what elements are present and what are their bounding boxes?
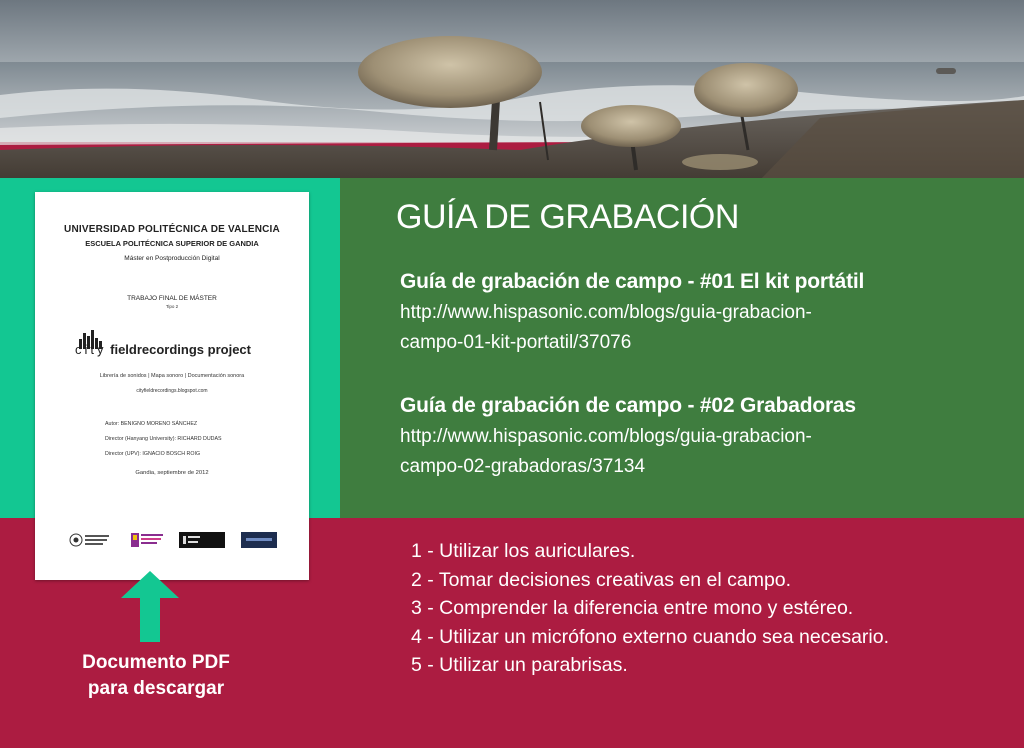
pdf-blog: cityfieldrecordings.blogspot.com xyxy=(136,388,208,394)
pdf-school: ESCUELA POLITÉCNICA SUPERIOR DE GANDIA xyxy=(85,239,259,248)
pdf-caption-line-1: Documento PDF xyxy=(82,652,230,673)
pdf-logos xyxy=(69,532,279,550)
guide-link-title-2: Guía de grabación de campo - #02 Grabadoras xyxy=(400,394,856,417)
guide-link-url-1[interactable] xyxy=(400,298,1010,358)
pdf-subtitle: Librería de sonidos | Mapa sonoro | Documentación sonora xyxy=(99,373,245,379)
pdf-master: Máster en Postproducción Digital xyxy=(124,255,220,262)
guide-link-title-1: Guía de grabación de campo - #01 El kit portátil xyxy=(400,270,865,293)
upv-logo-icon xyxy=(69,532,111,548)
pdf-caption-line-2: para descargar xyxy=(87,678,225,699)
up-arrow-icon xyxy=(121,571,179,642)
partner-logo-icon xyxy=(241,532,277,548)
list-item: 2 - Tomar decisiones creativas en el campo. xyxy=(411,568,792,591)
guide-link-url-2-line-2[interactable]: campo-02-grabadoras/37134 xyxy=(400,456,646,477)
list-item: 1 - Utilizar los auriculares. xyxy=(411,540,636,562)
guide-link-url-1-line-2[interactable]: campo-01-kit-portatil/37076 xyxy=(400,332,632,353)
list-item: 5 - Utilizar un parabrisas. xyxy=(411,654,628,676)
list-item: 4 - Utilizar un micrófono externo cuando sea necesario. xyxy=(411,625,889,648)
guide-link-url-2[interactable] xyxy=(400,422,1010,482)
pdf-document-thumbnail[interactable] xyxy=(35,192,309,580)
pdf-director-2: Director (UPV): IGNACIO BOSCH ROIG xyxy=(105,451,201,457)
list-item: 3 - Comprender la diferencia entre mono y estéreo. xyxy=(411,597,854,619)
hero-photo xyxy=(0,0,1024,180)
pdf-download-caption[interactable] xyxy=(40,650,272,702)
postproducción-logo-icon xyxy=(179,532,225,548)
pdf-director-1: Director (Hanyang University): RICHARD DUDAS xyxy=(105,436,222,442)
page-title: GUÍA DE GRABACIÓN xyxy=(396,198,739,236)
guide-link-block-1 xyxy=(400,270,1010,358)
pdf-project-name: fieldrecordings project xyxy=(110,342,251,357)
guide-link-url-2-line-1[interactable]: http://www.hispasonic.com/blogs/guia-grabacion- xyxy=(400,426,812,447)
pdf-university: UNIVERSIDAD POLITÉCNICA DE VALENCIA xyxy=(64,224,280,235)
pdf-project-city: city xyxy=(75,342,107,357)
pdf-work-sub: Tipo 2 xyxy=(165,304,179,309)
guide-link-block-2 xyxy=(400,394,1010,482)
tips-list xyxy=(411,537,889,680)
pdf-author: Autor: BENIGNO MORENO SÁNCHEZ xyxy=(105,421,198,427)
gandia-school-logo-icon xyxy=(131,532,165,548)
pdf-work-type: TRABAJO FINAL DE MÁSTER xyxy=(127,295,217,302)
pdf-project-title xyxy=(75,342,251,357)
pdf-date: Gandia, septiembre de 2012 xyxy=(135,470,209,476)
guide-link-url-1-line-1[interactable]: http://www.hispasonic.com/blogs/guia-grabacion- xyxy=(400,302,812,323)
